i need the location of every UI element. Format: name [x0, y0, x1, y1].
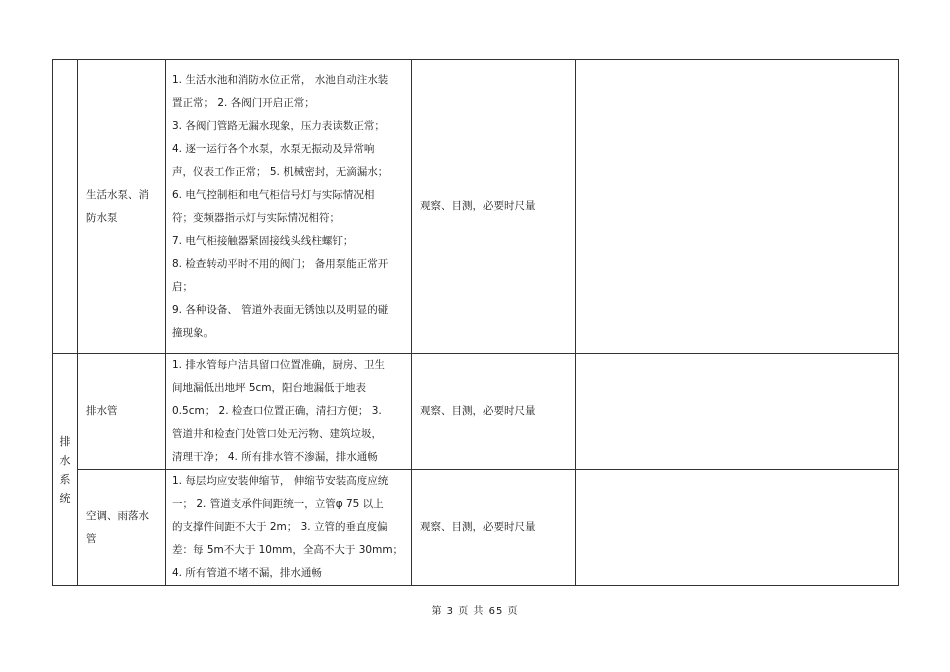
table-row	[53, 60, 899, 354]
content-line: 8. 检查转动平时不用的阀门； 备用泵能正常开	[172, 257, 389, 270]
item-line: 空调、雨落水	[86, 509, 149, 522]
inspection-table	[52, 59, 899, 586]
content-line: 0.5cm； 2. 检查口位置正确，清扫方便； 3.	[172, 405, 382, 417]
content-line: 差：每 5m不大于 10mm，全高不大于 30mm；	[172, 544, 404, 556]
remark-cell	[576, 470, 899, 586]
system-label-char: 系	[59, 472, 71, 486]
content-line: 3. 各阀门管路无漏水现象，压力表读数正常；	[172, 119, 385, 132]
content-line: 6. 电气控制柜和电气柜信号灯与实际情况相	[172, 188, 375, 201]
content-line: 4. 逐一运行各个水泵，水泵无振动及异常响	[172, 142, 375, 155]
system-label-char: 水	[59, 453, 71, 467]
method-cell: 观察、目测，必要时尺量	[412, 354, 576, 470]
content-line: 声，仪表工作正常； 5. 机械密封，无滴漏水；	[172, 165, 389, 178]
system-cell-empty	[53, 60, 78, 354]
content-line: 一； 2. 管道支承件间距统一，立管φ 75 以上	[172, 498, 384, 510]
page-footer: 第 3 页 共 65 页	[431, 606, 519, 617]
item-cell	[78, 354, 166, 470]
content-line: 清理干净； 4. 所有排水管不渗漏，排水通畅	[172, 451, 378, 463]
content-cell	[166, 60, 412, 354]
system-label-char: 统	[59, 491, 71, 505]
item-line: 排水管	[86, 405, 118, 417]
content-line: 管道井和检查门处管口处无污物、建筑垃圾，	[172, 428, 382, 440]
item-cell	[78, 470, 166, 586]
content-line: 4. 所有管道不堵不漏，排水通畅	[172, 567, 322, 579]
remark-cell	[576, 60, 899, 354]
content-cell	[166, 470, 412, 586]
item-line: 防水泵	[86, 211, 118, 224]
table-row	[53, 354, 899, 470]
item-line: 管	[86, 532, 97, 545]
content-line: 撞现象。	[172, 326, 214, 339]
content-line: 1. 生活水池和消防水位正常， 水池自动注水装	[172, 73, 389, 86]
content-line: 1. 排水管每户洁具留口位置准确，厨房、卫生	[172, 359, 385, 371]
content-line: 9. 各种设备、 管道外表面无锈蚀以及明显的碰	[172, 303, 389, 316]
content-line: 7. 电气柜接触器紧固接线头线柱螺钉；	[172, 234, 354, 247]
item-line: 生活水泵、消	[86, 188, 149, 201]
content-line: 1. 每层均应安装伸缩节， 伸缩节安装高度应统	[172, 475, 389, 487]
content-line: 的支撑件间距不大于 2m； 3. 立管的垂直度偏	[172, 521, 388, 533]
remark-cell	[576, 354, 899, 470]
method-cell: 观察、目测，必要时尺量	[412, 60, 576, 354]
item-cell	[78, 60, 166, 354]
method-cell: 观察、目测，必要时尺量	[412, 470, 576, 586]
system-label	[59, 432, 71, 508]
content-line: 置正常； 2. 各阀门开启正常；	[172, 96, 315, 109]
system-label-char: 排	[59, 434, 71, 448]
system-cell	[53, 354, 78, 586]
content-line: 启；	[172, 280, 193, 293]
content-line: 符；变频器指示灯与实际情况相符；	[172, 211, 340, 224]
content-cell	[166, 354, 412, 470]
content-line: 间地漏低出地坪 5cm，阳台地漏低于地表	[172, 382, 367, 394]
table-row	[53, 470, 899, 586]
